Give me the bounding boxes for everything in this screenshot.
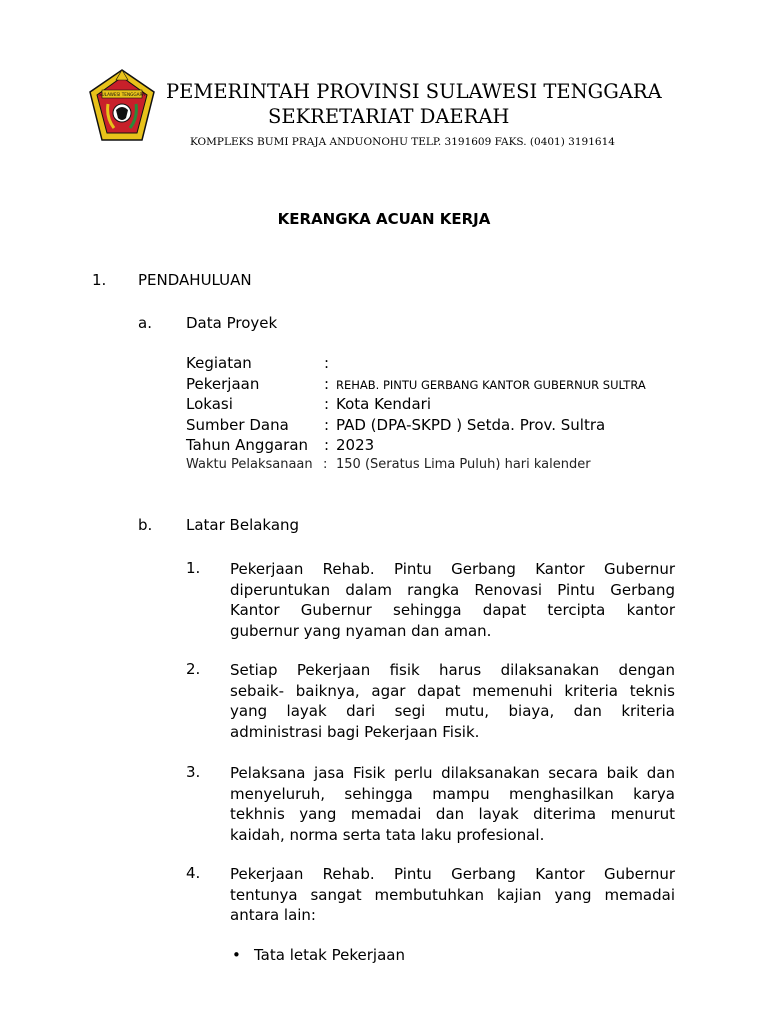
provincial-emblem-logo [88, 68, 156, 144]
letterhead-address: KOMPLEKS BUMI PRAJA ANDUONOHU TELP. 3191609 FAKS. (0401) 3191614 [190, 136, 615, 148]
letterhead-office-name: SEKRETARIAT DAERAH [268, 105, 510, 128]
document-title: KERANGKA ACUAN KERJA [277, 210, 491, 228]
subsection-heading-latar-belakang: Latar Belakang [186, 516, 300, 534]
subsection-letter-b: b. [138, 516, 153, 534]
data-label-lokasi: Lokasi [186, 395, 233, 413]
list-item-number: 1. [186, 559, 201, 577]
letterhead-government-name: PEMERINTAH PROVINSI SULAWESI TENGGARA [166, 80, 662, 103]
data-value-sumber-dana: PAD (DPA-SKPD ) Setda. Prov. Sultra [336, 416, 606, 434]
list-item-paragraph: Pekerjaan Rehab. Pintu Gerbang Kantor Gubernur diperuntukan dalam rangka Renovasi Pintu Gerbang Kantor Gubernur sehingga dapat tercipta kantor gubernur yang nyaman dan aman. [230, 560, 675, 640]
data-sep: : [324, 375, 330, 393]
data-sep: : [323, 457, 328, 472]
list-item-paragraph: Pelaksana jasa Fisik perlu dilaksanakan secara baik dan menyeluruh, sehingga mampu menghasilkan karya tekhnis yang memadai dan layak diterima menurut kaidah, norma serta tata laku profesional. [230, 764, 675, 844]
emblem-ribbon-text: SULAWESI TENGGARA [98, 92, 146, 97]
bullet-text: Tata letak Pekerjaan [254, 946, 405, 964]
list-item-paragraph: Setiap Pekerjaan fisik harus dilaksanakan dengan sebaik- baiknya, agar dapat memenuhi kriteria teknis yang layak dari segi mutu, biaya, dan kriteria administrasi bagi Pekerjaan Fisik. [230, 661, 675, 741]
list-item-number: 2. [186, 660, 201, 678]
data-sep: : [324, 416, 330, 434]
data-label-sumber-dana: Sumber Dana [186, 416, 289, 434]
data-label-kegiatan: Kegiatan [186, 354, 252, 372]
data-label-pekerjaan: Pekerjaan [186, 375, 260, 393]
section-number: 1. [92, 271, 107, 289]
data-label-tahun-anggaran: Tahun Anggaran [186, 436, 309, 454]
data-value-tahun-anggaran: 2023 [336, 436, 375, 454]
section-heading: PENDAHULUAN [138, 271, 252, 289]
data-sep: : [324, 354, 330, 372]
list-item-number: 4. [186, 864, 201, 882]
data-label-waktu-pelaksanaan: Waktu Pelaksanaan [186, 457, 313, 472]
list-item-number: 3. [186, 763, 201, 781]
data-value-pekerjaan: REHAB. PINTU GERBANG KANTOR GUBERNUR SULTRA [336, 378, 646, 392]
subsection-letter-a: a. [138, 314, 152, 332]
list-item-paragraph: Pekerjaan Rehab. Pintu Gerbang Kantor Gubernur tentunya sangat membutuhkan kajian yang memadai antara lain: [230, 865, 675, 924]
subsection-heading-data-proyek: Data Proyek [186, 314, 278, 332]
data-sep: : [324, 436, 330, 454]
data-sep: : [324, 395, 330, 413]
data-value-lokasi: Kota Kendari [336, 395, 431, 413]
bullet-dot: • [232, 946, 241, 964]
data-value-waktu-pelaksanaan: 150 (Seratus Lima Puluh) hari kalender [336, 457, 591, 472]
